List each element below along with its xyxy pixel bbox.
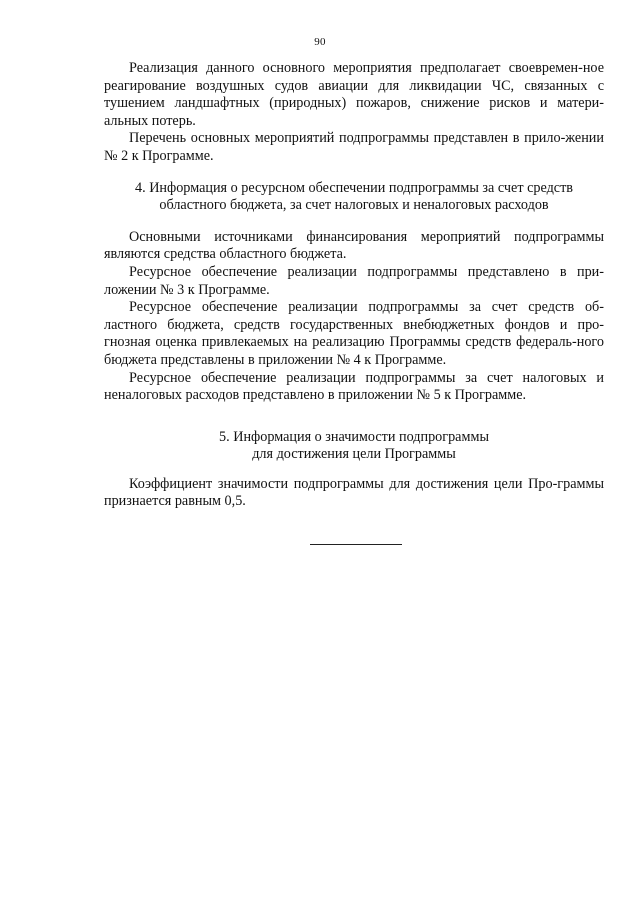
paragraph-intro-1: Реализация данного основного мероприятия предполагает своевремен-ное реагирование воздушных судов авиации для ликвидации ЧС, связанных с тушением ландшафтных (природных) пожаров, снижение рисков и матери-альных потерь.: [104, 60, 604, 129]
section-4-heading: [104, 180, 604, 215]
page-number: 90: [314, 36, 326, 48]
end-of-text-rule: [310, 544, 402, 545]
section-5-heading-line-1: 5. Информация о значимости подпрограммы: [219, 428, 489, 445]
section-5-heading-line-2: для достижения цели Программы: [252, 446, 456, 463]
paragraph-section-4-2: Ресурсное обеспечение реализации подпрограммы представлено в при-ложении № 3 к Программе.: [104, 263, 604, 298]
section-4-heading-line-2: областного бюджета, за счет налоговых и неналоговых расходов: [159, 197, 549, 214]
paragraph-section-4-4: Ресурсное обеспечение реализации подпрограммы за счет налоговых и неналоговых расходов представлено в приложении № 5 к Программе.: [104, 369, 604, 404]
paragraph-section-4-3: Ресурсное обеспечение реализации подпрограммы за счет средств об-ластного бюджета, средств государственных внебюджетных фондов и про-гнозная оценка привлекаемых на реализацию Программы средств федераль-ного бюджета представлены в приложении № 4 к Программе.: [104, 299, 604, 368]
paragraph-section-4-1: Основными источниками финансирования мероприятий подпрограммы являются средства областного бюджета.: [104, 228, 604, 263]
paragraph-intro-2: Перечень основных мероприятий подпрограммы представлен в прило-жении № 2 к Программе.: [104, 130, 604, 164]
paragraph-section-5-1: Коэффициент значимости подпрограммы для достижения цели Про-граммы признается равным 0,5.: [104, 475, 604, 510]
section-5-heading: [104, 429, 604, 464]
document-body: [104, 60, 604, 545]
section-4-heading-line-1: 4. Информация о ресурсном обеспечении подпрограммы за счет средств: [135, 179, 573, 196]
